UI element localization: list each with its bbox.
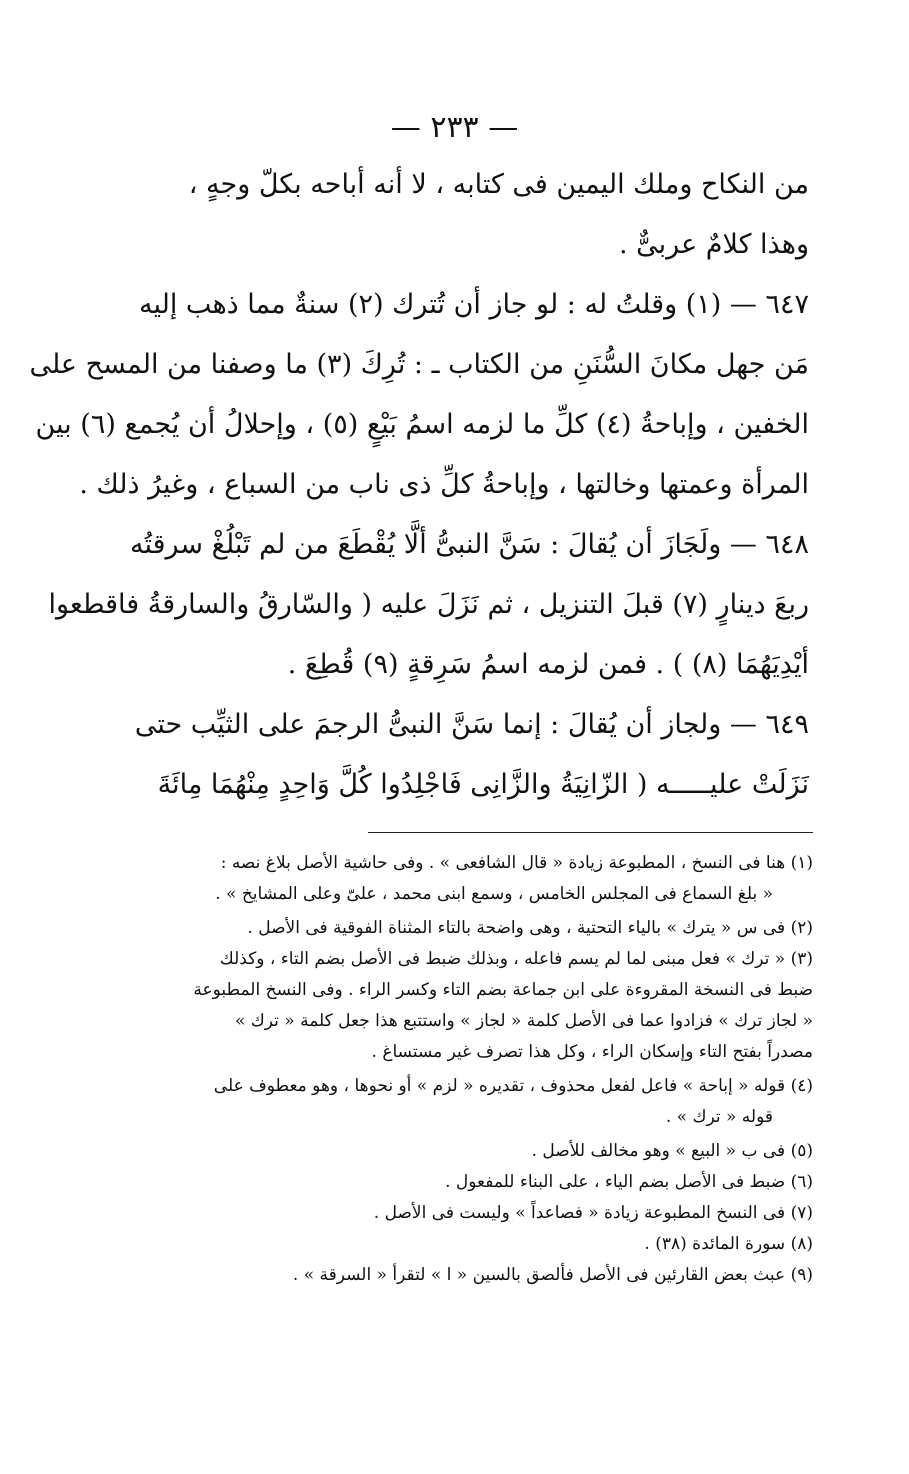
text-line: مَن جهل مكانَ السُّنَنِ من الكتاب ـ : تُرِكَ (٣) ما وصفنا من المسح على: [29, 349, 809, 380]
footnote-2: (٢) فى س « يترك » بالياء التحتية ، وهى واضحة بالتاء المثناة الفوقية فى الأصل .: [247, 918, 813, 938]
footnote-4: (٤) قوله « إباحة » فاعل لفعل محذوف ، تقديره « لزم » أو نحوها ، وهو معطوف على: [213, 1076, 813, 1096]
text-line: المرأة وعمتها وخالتها ، وإباحةُ كلِّ ذى ناب من السباع ، وغيرُ ذلك .: [79, 469, 809, 500]
footnote-6: (٦) ضبط فى الأصل بضم الياء ، على البناء للمفعول .: [445, 1172, 813, 1192]
text-line: من النكاح وملك اليمين فى كتابه ، لا أنه أباحه بكلّ وجهٍ ،: [188, 169, 809, 200]
footnote-4-continued: قوله « ترك » .: [665, 1107, 773, 1127]
footnote-1: (١) هنا فى النسخ ، المطبوعة زيادة « قال الشافعى » . وفى حاشية الأصل بلاغ نصه :: [220, 853, 813, 873]
paragraph-647-start: ٦٤٧ — (١) وقلتُ له : لو جاز أن تُترك (٢) سنةٌ مما ذهب إليه: [139, 289, 809, 320]
page-number: — ٢٣٣ —: [390, 110, 519, 145]
footnote-7: (٧) فى النسخ المطبوعة زيادة « فصاعداً » وليست فى الأصل .: [373, 1203, 813, 1223]
paragraph-648-start: ٦٤٨ — ولَجَازَ أن يُقالَ : سَنَّ النبىُّ ألَّا يُقْطَعَ من لم تَبْلُغْ سرقتُه: [129, 529, 809, 560]
text-line: أيْدِيَهُمَا (٨) ) . فمن لزمه اسمُ سَرِقةٍ (٩) قُطِعَ .: [287, 649, 809, 680]
footnote-1-continued: « بلغ السماع فى المجلس الخامس ، وسمع ابنى محمد ، علىّ وعلى المشايخ » .: [215, 884, 773, 904]
footnote-9: (٩) عبث بعض القارئين فى الأصل فألصق بالسين « ا » لتقرأ « السرقة » .: [292, 1265, 813, 1285]
text-line: ربعَ دينارٍ (٧) قبلَ التنزيل ، ثم نَزَلَ عليه ( والسّارقُ والسارقةُ فاقطعوا: [48, 589, 809, 620]
text-line: الخفين ، وإباحةُ (٤) كلِّ ما لزمه اسمُ بَيْعٍ (٥) ، وإحلالُ أن يُجمع (٦) بين: [35, 409, 809, 440]
footnote-3-continued: ضبط فى النسخة المقروءة على ابن جماعة بضم التاء وكسر الراء . وفى النسخ المطبوعة: [193, 980, 813, 1000]
paragraph-649-start: ٦٤٩ — ولجاز أن يُقالَ : إنما سَنَّ النبىُّ الرجمَ على الثيِّب حتى: [134, 709, 809, 740]
footnote-8: (٨) سورة المائدة (٣٨) .: [644, 1234, 813, 1254]
text-line: نَزَلَتْ عليـــــه ( الزّانِيَةُ والزَّانِى فَاجْلِدُوا كُلَّ وَاحِدٍ مِنْهُمَا مِائَةَ: [157, 769, 809, 800]
footnote-divider: [368, 832, 813, 833]
footnote-3: (٣) « ترك » فعل مبنى لما لم يسم فاعله ، وبذلك ضبط فى الأصل بضم التاء ، وكذلك: [219, 949, 813, 969]
main-text: [29, 155, 809, 815]
footnotes: [150, 848, 813, 1291]
footnote-3-continued: « لجاز ترك » فزادوا عما فى الأصل كلمة « لجاز » واستتبع هذا جعل كلمة « ترك »: [234, 1011, 813, 1031]
footnote-5: (٥) فى ب « البيع » وهو مخالف للأصل .: [531, 1141, 813, 1161]
footnote-3-continued: مصدراً بفتح التاء وإسكان الراء ، وكل هذا تصرف غير مستساغ .: [371, 1042, 813, 1062]
text-line: وهذا كلامٌ عربىٌّ .: [619, 229, 809, 260]
